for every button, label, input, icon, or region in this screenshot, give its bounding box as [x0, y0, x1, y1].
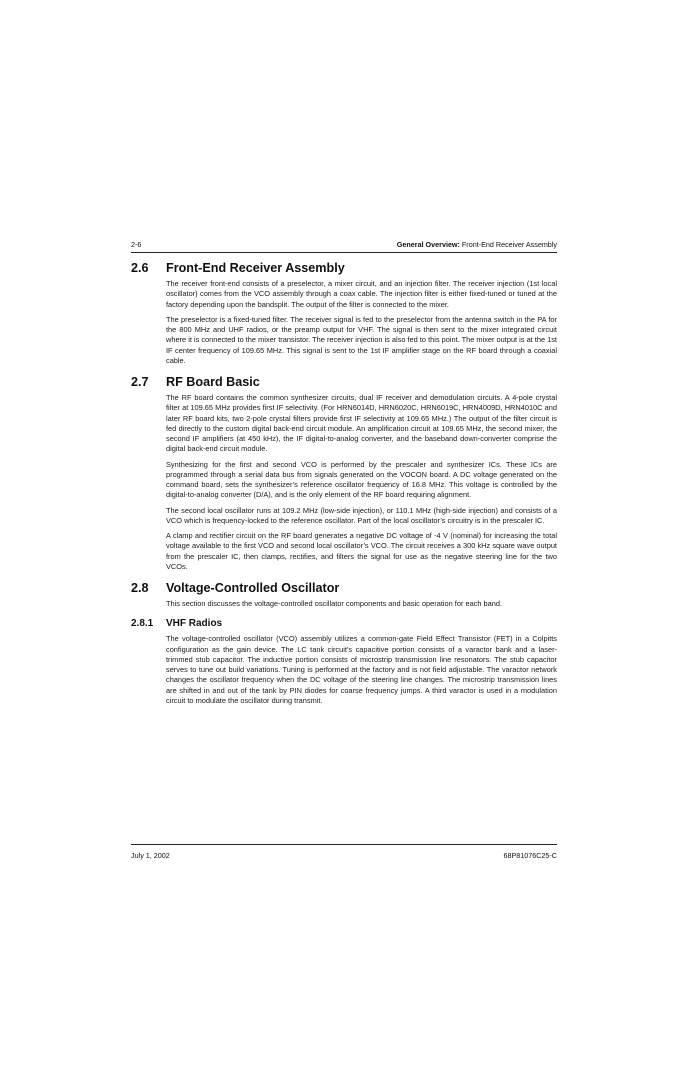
paragraph: This section discusses the voltage-controlled oscillator components and basic operation for each band. — [166, 599, 503, 608]
section-heading-2-6 — [131, 260, 557, 276]
paragraph: The preselector is a fixed-tuned filter. The receiver signal is fed to the preselector from the antenna switch in the PA for the 800 MHz and UHF radios, or the preamp output for VHF. The signal is then sent to the mixer integrated circuit where it is connected to the mixer transistor. The receiver injection is also fed to this point. The mixer output is at the 1st IF center frequency of 109.65 MHz. This signal is sent to the 1st IF amplifier stage on the RF board through a coaxial cable. — [166, 314, 557, 365]
paragraph: A clamp and rectifier circuit on the RF board generates a negative DC voltage of -4 V (nominal) for increasing the total voltage available to the first VCO and second local oscillator’s VCO. The circuit receives a 300 kHz square wave output from the prescaler IC, then clamps, rectifies, and filters the signal for use as the negative steering line for the two VCOs. — [166, 531, 557, 571]
header-rule — [131, 252, 557, 253]
subsection-title: VHF Radios — [166, 618, 223, 630]
section-title: RF Board Basic — [166, 375, 260, 389]
header-section-label: Front-End Receiver Assembly — [461, 240, 557, 249]
running-footer — [131, 850, 557, 861]
footer-document-number: 68P81076C25-C — [503, 851, 557, 860]
subsection-heading-2-8-1 — [131, 617, 557, 631]
subsection-number: 2.8.1 — [131, 618, 154, 630]
footer-date: July 1, 2002 — [131, 851, 170, 860]
section-number: 2.8 — [131, 581, 149, 595]
paragraph: Synthesizing for the first and second VCO is performed by the prescaler and synthesizer ICs. These ICs are programmed through a serial data bus from signals generated on the VOCON board. A DC voltage generated on the command board, sets the synthesizer’s reference oscillator frequency of 16.8 MHz. This voltage is controlled by the digital-to-analog converter (D/A), and is the only element of the RF board requiring alignment. — [166, 459, 557, 500]
paragraph: The voltage-controlled oscillator (VCO) assembly utilizes a common-gate Field Effect Transistor (FET) in a Colpitts configuration as the gain device. The LC tank circuit’s capacitive portion consists of a varactor bank and a laser-trimmed stub capacitor. The inductive portion consists of microstrip transmission line resonators. The stub capacitor serves to tune out build variations. Tuning is performed at the factory and is not field adjustable. The varactor network changes the oscillator frequency when the DC voltage of the steering line changes. The microstrip transmission lines are shifted in and out of the tank by PIN diodes for coarse frequency jumps. A third varactor is used in a modulation circuit to modulate the oscillator during transmit. — [166, 634, 557, 705]
section-number: 2.6 — [131, 261, 149, 275]
section-heading-2-8 — [131, 580, 557, 596]
footer-rule — [131, 844, 557, 845]
header-chapter-label: General Overview: — [396, 240, 460, 249]
paragraph: The RF board contains the common synthesizer circuits, dual IF receiver and demodulation circuits. A 4-pole crystal filter at 109.65 MHz provides first IF selectivity. (For HRN6014D, HRN6020C, HRN6019C, HRN4009D, HRN4010C and later RF board kits, two 2-pole crystal filters provide first IF selectivity at 109.65 MHz.) The output of the filter circuit is fed directly to the custom digital back-end circuit module. An amplification circuit at 109.65 MHz, the second mixer, the second IF amplifiers (at 450 kHz), the IF digital-to-analog converter, and the baseband down-converter comprise the digital back-end circuit module. — [166, 393, 557, 454]
header-title — [397, 239, 557, 250]
section-title: Voltage-Controlled Oscillator — [166, 581, 340, 595]
section-heading-2-7 — [131, 374, 557, 390]
section-title: Front-End Receiver Assembly — [166, 261, 345, 275]
paragraph: The receiver front-end consists of a preselector, a mixer circuit, and an injection filter. The receiver injection (1st local oscillator) comes from the VCO assembly through a coax cable. The injection filter is either fixed-tuned or tuned at the factory depending upon the bandsplit. The output of the filter is connected to the mixer. — [166, 279, 557, 309]
section-number: 2.7 — [131, 375, 149, 389]
header-page-number: 2-6 — [131, 240, 142, 249]
paragraph: The second local oscillator runs at 109.2 MHz (low-side injection), or 110.1 MHz (high-side injection) and consists of a VCO which is frequency-locked to the reference oscillator. Part of the local oscillator’s circuitry is in the prescaler IC. — [166, 505, 557, 525]
main-content — [131, 260, 557, 706]
running-header — [131, 239, 557, 250]
